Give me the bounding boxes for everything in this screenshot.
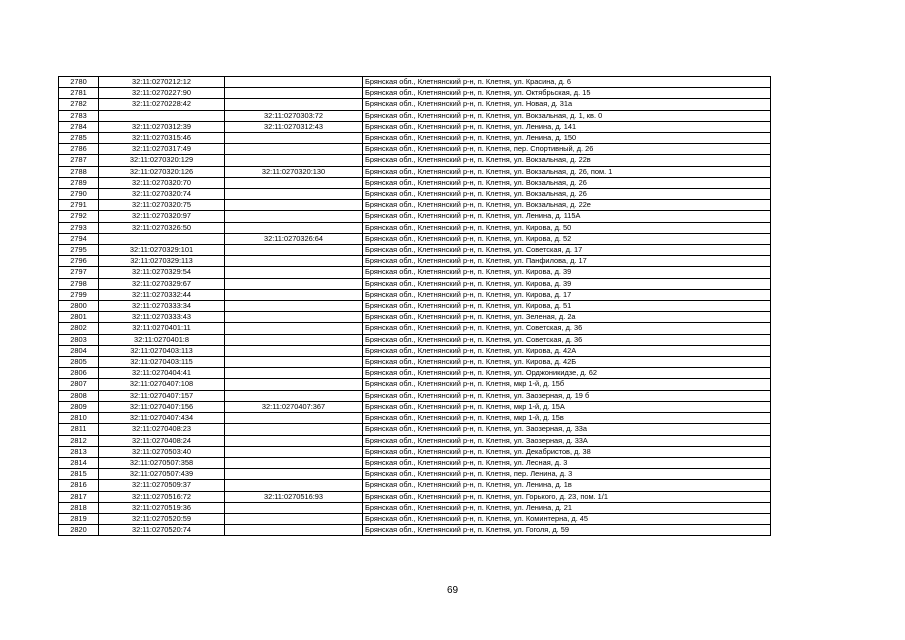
table-row <box>59 245 771 256</box>
table-row <box>59 301 771 312</box>
building-cadastral-number-cell <box>225 222 363 233</box>
building-cadastral-number-cell <box>225 413 363 424</box>
table-row <box>59 435 771 446</box>
row-number-cell: 2805 <box>59 357 99 368</box>
cadastral-number-cell: 32:11:0270320:126 <box>99 166 225 177</box>
building-cadastral-number-cell <box>225 155 363 166</box>
table-row <box>59 99 771 110</box>
row-number-cell: 2787 <box>59 155 99 166</box>
building-cadastral-number-cell <box>225 189 363 200</box>
table-row <box>59 144 771 155</box>
table-row <box>59 390 771 401</box>
row-number-cell: 2818 <box>59 502 99 513</box>
address-cell: Брянская обл., Клетнянский р-н, п. Клетня, ул. Советская, д. 17 <box>363 245 771 256</box>
building-cadastral-number-cell <box>225 357 363 368</box>
cadastral-number-cell: 32:11:0270407:108 <box>99 379 225 390</box>
address-cell: Брянская обл., Клетнянский р-н, п. Клетня, ул. Коминтерна, д. 45 <box>363 513 771 524</box>
address-cell: Брянская обл., Клетнянский р-н, п. Клетня, ул. Вокзальная, д. 22е <box>363 200 771 211</box>
row-number-cell: 2813 <box>59 446 99 457</box>
cadastral-number-cell: 32:11:0270212:12 <box>99 77 225 88</box>
table-row <box>59 312 771 323</box>
building-cadastral-number-cell <box>225 245 363 256</box>
building-cadastral-number-cell <box>225 424 363 435</box>
address-cell: Брянская обл., Клетнянский р-н, п. Клетня, ул. Зеленая, д. 2а <box>363 312 771 323</box>
building-cadastral-number-cell <box>225 278 363 289</box>
cadastral-number-cell: 32:11:0270315:46 <box>99 133 225 144</box>
address-cell: Брянская обл., Клетнянский р-н, п. Клетня, ул. Ленина, д. 115А <box>363 211 771 222</box>
cadastral-number-cell: 32:11:0270507:358 <box>99 457 225 468</box>
table-row <box>59 278 771 289</box>
cadastral-number-cell: 32:11:0270329:67 <box>99 278 225 289</box>
building-cadastral-number-cell: 32:11:0270312:43 <box>225 121 363 132</box>
row-number-cell: 2792 <box>59 211 99 222</box>
row-number-cell: 2806 <box>59 368 99 379</box>
cadastral-number-cell: 32:11:0270520:59 <box>99 513 225 524</box>
building-cadastral-number-cell <box>225 457 363 468</box>
building-cadastral-number-cell: 32:11:0270326:64 <box>225 233 363 244</box>
address-cell: Брянская обл., Клетнянский р-н, п. Клетня, ул. Декабристов, д. 38 <box>363 446 771 457</box>
row-number-cell: 2799 <box>59 289 99 300</box>
building-cadastral-number-cell <box>225 211 363 222</box>
address-cell: Брянская обл., Клетнянский р-н, п. Клетня, ул. Октябрьская, д. 15 <box>363 88 771 99</box>
building-cadastral-number-cell <box>225 267 363 278</box>
table-row <box>59 77 771 88</box>
address-cell: Брянская обл., Клетнянский р-н, п. Клетня, ул. Заозерная, д. 33А <box>363 435 771 446</box>
address-cell: Брянская обл., Клетнянский р-н, п. Клетня, ул. Советская, д. 36 <box>363 334 771 345</box>
cadastral-number-cell <box>99 233 225 244</box>
building-cadastral-number-cell: 32:11:0270407:367 <box>225 401 363 412</box>
address-cell: Брянская обл., Клетнянский р-н, п. Клетня, ул. Вокзальная, д. 22в <box>363 155 771 166</box>
building-cadastral-number-cell: 32:11:0270320:130 <box>225 166 363 177</box>
row-number-cell: 2793 <box>59 222 99 233</box>
row-number-cell: 2791 <box>59 200 99 211</box>
cadastral-number-cell: 32:11:0270320:129 <box>99 155 225 166</box>
cadastral-number-cell: 32:11:0270320:97 <box>99 211 225 222</box>
cadastral-number-cell: 32:11:0270408:23 <box>99 424 225 435</box>
cadastral-number-cell: 32:11:0270320:74 <box>99 189 225 200</box>
address-cell: Брянская обл., Клетнянский р-н, п. Клетня, ул. Кирова, д. 50 <box>363 222 771 233</box>
cadastral-number-cell: 32:11:0270520:74 <box>99 525 225 536</box>
table-row <box>59 491 771 502</box>
cadastral-number-cell: 32:11:0270228:42 <box>99 99 225 110</box>
address-cell: Брянская обл., Клетнянский р-н, п. Клетня, ул. Кирова, д. 17 <box>363 289 771 300</box>
table-row <box>59 177 771 188</box>
table-row <box>59 189 771 200</box>
address-cell: Брянская обл., Клетнянский р-н, п. Клетня, мкр 1-й, д. 15А <box>363 401 771 412</box>
cadastral-number-cell <box>99 110 225 121</box>
address-cell: Брянская обл., Клетнянский р-н, п. Клетня, ул. Ленина, д. 141 <box>363 121 771 132</box>
cadastral-number-cell: 32:11:0270408:24 <box>99 435 225 446</box>
table-body <box>59 77 771 536</box>
building-cadastral-number-cell <box>225 435 363 446</box>
row-number-cell: 2785 <box>59 133 99 144</box>
row-number-cell: 2794 <box>59 233 99 244</box>
table-row <box>59 469 771 480</box>
row-number-cell: 2820 <box>59 525 99 536</box>
building-cadastral-number-cell <box>225 379 363 390</box>
cadastral-number-cell: 32:11:0270320:70 <box>99 177 225 188</box>
building-cadastral-number-cell: 32:11:0270303:72 <box>225 110 363 121</box>
table-row <box>59 289 771 300</box>
row-number-cell: 2802 <box>59 323 99 334</box>
table-row <box>59 480 771 491</box>
row-number-cell: 2783 <box>59 110 99 121</box>
address-cell: Брянская обл., Клетнянский р-н, п. Клетня, ул. Лесная, д. 3 <box>363 457 771 468</box>
address-cell: Брянская обл., Клетнянский р-н, п. Клетня, ул. Горького, д. 23, пом. 1/1 <box>363 491 771 502</box>
table-row <box>59 233 771 244</box>
table-row <box>59 357 771 368</box>
row-number-cell: 2808 <box>59 390 99 401</box>
address-cell: Брянская обл., Клетнянский р-н, п. Клетня, мкр 1-й, д. 15б <box>363 379 771 390</box>
row-number-cell: 2814 <box>59 457 99 468</box>
address-cell: Брянская обл., Клетнянский р-н, п. Клетня, ул. Новая, д. 31а <box>363 99 771 110</box>
row-number-cell: 2807 <box>59 379 99 390</box>
address-cell: Брянская обл., Клетнянский р-н, п. Клетня, ул. Кирова, д. 52 <box>363 233 771 244</box>
cadastral-number-cell: 32:11:0270329:101 <box>99 245 225 256</box>
address-cell: Брянская обл., Клетнянский р-н, п. Клетня, ул. Вокзальная, д. 1, кв. 0 <box>363 110 771 121</box>
row-number-cell: 2819 <box>59 513 99 524</box>
address-cell: Брянская обл., Клетнянский р-н, п. Клетня, ул. Кирова, д. 39 <box>363 267 771 278</box>
address-cell: Брянская обл., Клетнянский р-н, п. Клетня, ул. Кирова, д. 51 <box>363 301 771 312</box>
row-number-cell: 2796 <box>59 256 99 267</box>
address-cell: Брянская обл., Клетнянский р-н, п. Клетня, ул. Советская, д. 36 <box>363 323 771 334</box>
address-cell: Брянская обл., Клетнянский р-н, п. Клетня, ул. Ленина, д. 21 <box>363 502 771 513</box>
address-cell: Брянская обл., Клетнянский р-н, п. Клетня, ул. Вокзальная, д. 26, пом. 1 <box>363 166 771 177</box>
building-cadastral-number-cell <box>225 312 363 323</box>
cadastral-number-cell: 32:11:0270403:115 <box>99 357 225 368</box>
table-row <box>59 211 771 222</box>
cadastral-number-cell: 32:11:0270407:434 <box>99 413 225 424</box>
row-number-cell: 2786 <box>59 144 99 155</box>
cadastral-number-cell: 32:11:0270516:72 <box>99 491 225 502</box>
address-cell: Брянская обл., Клетнянский р-н, п. Клетня, ул. Ленина, д. 150 <box>363 133 771 144</box>
row-number-cell: 2803 <box>59 334 99 345</box>
table-row <box>59 222 771 233</box>
address-cell: Брянская обл., Клетнянский р-н, п. Клетня, пер. Ленина, д. 3 <box>363 469 771 480</box>
page-number: 69 <box>446 585 459 596</box>
table-row <box>59 379 771 390</box>
row-number-cell: 2804 <box>59 345 99 356</box>
cadastral-number-cell: 32:11:0270332:44 <box>99 289 225 300</box>
row-number-cell: 2816 <box>59 480 99 491</box>
table-row <box>59 200 771 211</box>
building-cadastral-number-cell <box>225 200 363 211</box>
row-number-cell: 2812 <box>59 435 99 446</box>
table-row <box>59 323 771 334</box>
building-cadastral-number-cell <box>225 88 363 99</box>
row-number-cell: 2795 <box>59 245 99 256</box>
table-row <box>59 267 771 278</box>
cadastral-number-cell: 32:11:0270507:439 <box>99 469 225 480</box>
table-row <box>59 256 771 267</box>
row-number-cell: 2781 <box>59 88 99 99</box>
building-cadastral-number-cell <box>225 513 363 524</box>
cadastral-number-cell: 32:11:0270329:113 <box>99 256 225 267</box>
building-cadastral-number-cell <box>225 525 363 536</box>
cadastral-number-cell: 32:11:0270312:39 <box>99 121 225 132</box>
building-cadastral-number-cell <box>225 502 363 513</box>
row-number-cell: 2790 <box>59 189 99 200</box>
cadastral-number-cell: 32:11:0270403:113 <box>99 345 225 356</box>
cadastral-number-cell: 32:11:0270333:34 <box>99 301 225 312</box>
building-cadastral-number-cell <box>225 144 363 155</box>
table-row <box>59 446 771 457</box>
row-number-cell: 2788 <box>59 166 99 177</box>
cadastral-number-cell: 32:11:0270401:11 <box>99 323 225 334</box>
table-row <box>59 166 771 177</box>
cadastral-number-cell: 32:11:0270333:43 <box>99 312 225 323</box>
table-row <box>59 133 771 144</box>
building-cadastral-number-cell: 32:11:0270516:93 <box>225 491 363 502</box>
cadastral-number-cell: 32:11:0270404:41 <box>99 368 225 379</box>
property-register-table-container <box>58 76 770 536</box>
table-row <box>59 424 771 435</box>
row-number-cell: 2817 <box>59 491 99 502</box>
address-cell: Брянская обл., Клетнянский р-н, п. Клетня, ул. Кирова, д. 42Б <box>363 357 771 368</box>
cadastral-number-cell: 32:11:0270227:90 <box>99 88 225 99</box>
building-cadastral-number-cell <box>225 368 363 379</box>
building-cadastral-number-cell <box>225 289 363 300</box>
building-cadastral-number-cell <box>225 177 363 188</box>
table-row <box>59 413 771 424</box>
building-cadastral-number-cell <box>225 99 363 110</box>
address-cell: Брянская обл., Клетнянский р-н, п. Клетня, ул. Красина, д. 6 <box>363 77 771 88</box>
row-number-cell: 2811 <box>59 424 99 435</box>
building-cadastral-number-cell <box>225 133 363 144</box>
row-number-cell: 2798 <box>59 278 99 289</box>
row-number-cell: 2784 <box>59 121 99 132</box>
building-cadastral-number-cell <box>225 446 363 457</box>
building-cadastral-number-cell <box>225 77 363 88</box>
address-cell: Брянская обл., Клетнянский р-н, п. Клетня, ул. Вокзальная, д. 26 <box>363 177 771 188</box>
table-row <box>59 155 771 166</box>
table-row <box>59 525 771 536</box>
cadastral-number-cell: 32:11:0270329:54 <box>99 267 225 278</box>
table-row <box>59 345 771 356</box>
building-cadastral-number-cell <box>225 469 363 480</box>
cadastral-number-cell: 32:11:0270401:8 <box>99 334 225 345</box>
building-cadastral-number-cell <box>225 334 363 345</box>
address-cell: Брянская обл., Клетнянский р-н, п. Клетня, ул. Орджоникидзе, д. 62 <box>363 368 771 379</box>
table-row <box>59 88 771 99</box>
building-cadastral-number-cell <box>225 256 363 267</box>
address-cell: Брянская обл., Клетнянский р-н, п. Клетня, ул. Заозерная, д. 19 б <box>363 390 771 401</box>
row-number-cell: 2801 <box>59 312 99 323</box>
building-cadastral-number-cell <box>225 301 363 312</box>
table-row <box>59 121 771 132</box>
table-row <box>59 401 771 412</box>
cadastral-number-cell: 32:11:0270317:49 <box>99 144 225 155</box>
address-cell: Брянская обл., Клетнянский р-н, п. Клетня, ул. Панфилова, д. 17 <box>363 256 771 267</box>
building-cadastral-number-cell <box>225 390 363 401</box>
cadastral-number-cell: 32:11:0270407:157 <box>99 390 225 401</box>
row-number-cell: 2800 <box>59 301 99 312</box>
row-number-cell: 2815 <box>59 469 99 480</box>
property-register-table <box>58 76 771 536</box>
row-number-cell: 2780 <box>59 77 99 88</box>
cadastral-number-cell: 32:11:0270519:36 <box>99 502 225 513</box>
address-cell: Брянская обл., Клетнянский р-н, п. Клетня, ул. Заозерная, д. 33а <box>363 424 771 435</box>
table-row <box>59 457 771 468</box>
table-row <box>59 368 771 379</box>
building-cadastral-number-cell <box>225 345 363 356</box>
row-number-cell: 2789 <box>59 177 99 188</box>
row-number-cell: 2810 <box>59 413 99 424</box>
cadastral-number-cell: 32:11:0270407:156 <box>99 401 225 412</box>
address-cell: Брянская обл., Клетнянский р-н, п. Клетня, ул. Гоголя, д. 59 <box>363 525 771 536</box>
row-number-cell: 2797 <box>59 267 99 278</box>
cadastral-number-cell: 32:11:0270320:75 <box>99 200 225 211</box>
cadastral-number-cell: 32:11:0270326:50 <box>99 222 225 233</box>
cadastral-number-cell: 32:11:0270503:40 <box>99 446 225 457</box>
row-number-cell: 2782 <box>59 99 99 110</box>
address-cell: Брянская обл., Клетнянский р-н, п. Клетня, ул. Кирова, д. 39 <box>363 278 771 289</box>
address-cell: Брянская обл., Клетнянский р-н, п. Клетня, ул. Кирова, д. 42А <box>363 345 771 356</box>
table-row <box>59 513 771 524</box>
building-cadastral-number-cell <box>225 480 363 491</box>
building-cadastral-number-cell <box>225 323 363 334</box>
row-number-cell: 2809 <box>59 401 99 412</box>
address-cell: Брянская обл., Клетнянский р-н, п. Клетня, мкр 1-й, д. 15в <box>363 413 771 424</box>
address-cell: Брянская обл., Клетнянский р-н, п. Клетня, ул. Ленина, д. 1в <box>363 480 771 491</box>
address-cell: Брянская обл., Клетнянский р-н, п. Клетня, пер. Спортивный, д. 26 <box>363 144 771 155</box>
address-cell: Брянская обл., Клетнянский р-н, п. Клетня, ул. Вокзальная, д. 26 <box>363 189 771 200</box>
table-row <box>59 334 771 345</box>
table-row <box>59 502 771 513</box>
table-row <box>59 110 771 121</box>
cadastral-number-cell: 32:11:0270509:37 <box>99 480 225 491</box>
